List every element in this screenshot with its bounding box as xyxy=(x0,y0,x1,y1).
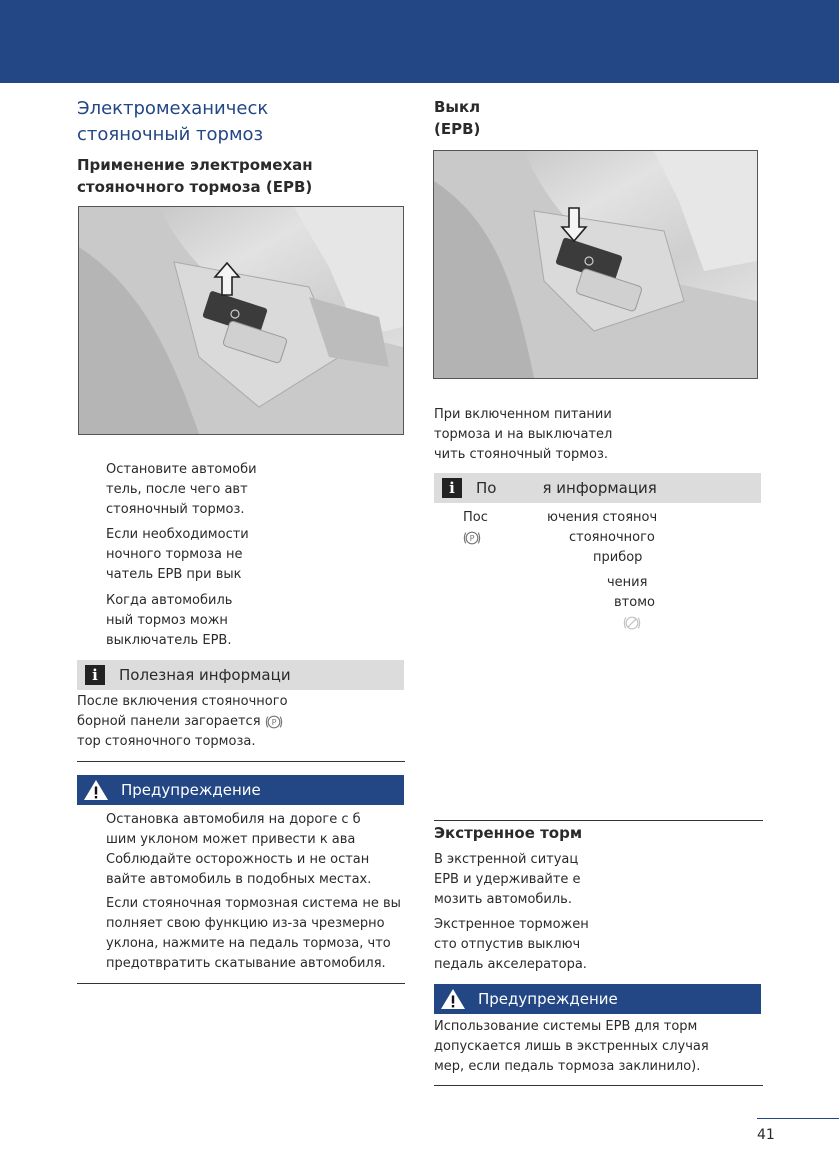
epb-apply-photo xyxy=(78,206,404,435)
divider xyxy=(77,761,405,762)
svg-text:P: P xyxy=(271,716,277,727)
footer-rule xyxy=(757,1118,839,1119)
right-info-col-1: Пос P xyxy=(463,508,488,548)
parking-brake-icon xyxy=(463,529,481,547)
left-para-3: Когда автомобиль ный тормоз можн выключатель EPB. xyxy=(106,593,233,648)
info-bar-left: i Полезная информаци xyxy=(77,660,404,690)
divider xyxy=(434,1085,763,1086)
divider xyxy=(77,983,405,984)
left-para-2: Если необходимости ночного тормоза не чатель EPB при вык xyxy=(106,527,249,582)
parking-brake-fault-icon xyxy=(623,614,641,632)
right-para-1: При включенном питании тормоза и на выключател чить стояночный тормоз. xyxy=(434,407,613,462)
epb-release-photo xyxy=(433,150,758,379)
warning-bar-right: Предупреждение xyxy=(434,984,761,1014)
left-info-text: После включения стояночного борной панели загорается P тор стояночного тормоза. xyxy=(77,694,288,749)
emergency-para-2: Экстренное торможен сто отпустив выключ педаль акселератора. xyxy=(434,917,589,972)
header-band xyxy=(0,0,839,83)
right-warning-text: Использование системы EPB для торм допускается лишь в экстренных случая мер, если педаль тормоза заклинило). xyxy=(434,1019,709,1074)
emergency-title: Экстренное торм xyxy=(434,824,583,842)
info-icon: i xyxy=(442,478,462,498)
subtitle-apply-epb: Применение электромехан стояночного тормоза (EPB) xyxy=(77,156,313,196)
parking-brake-icon xyxy=(265,713,283,731)
section-title: Электромеханическ стояночный тормоз xyxy=(77,98,269,145)
page-number: 41 xyxy=(757,1127,775,1143)
right-info-col-3: чения втомо xyxy=(607,573,655,633)
emergency-para-1: В экстренной ситуац EPB и удерживайте е мозить автомобиль. xyxy=(434,852,581,907)
right-info-col-2: ючения стояноч стояночного прибор xyxy=(547,510,658,565)
left-para-1: Остановите автомоби тель, после чего авт стояночный тормоз. xyxy=(106,462,257,517)
warning-icon xyxy=(83,779,109,801)
left-warning-para-2: Если стояночная тормозная система не вы полняет свою функцию из-за чрезмерно уклона, нажмите на педаль тормоза, что предотвратить скатывание автомобиля. xyxy=(106,896,401,971)
right-title: Выкл (EPB) xyxy=(434,98,481,138)
warning-icon xyxy=(440,988,466,1010)
info-bar-right: i По я информация xyxy=(434,473,761,503)
warning-bar-left: Предупреждение xyxy=(77,775,404,805)
divider xyxy=(434,820,763,821)
svg-text:P: P xyxy=(469,532,475,543)
info-icon: i xyxy=(85,665,105,685)
left-warning-para-1: Остановка автомобиля на дороге с б шим уклоном может привести к ава Соблюдайте осторожность и не остан вайте автомобиль в подобных местах. xyxy=(106,812,372,887)
